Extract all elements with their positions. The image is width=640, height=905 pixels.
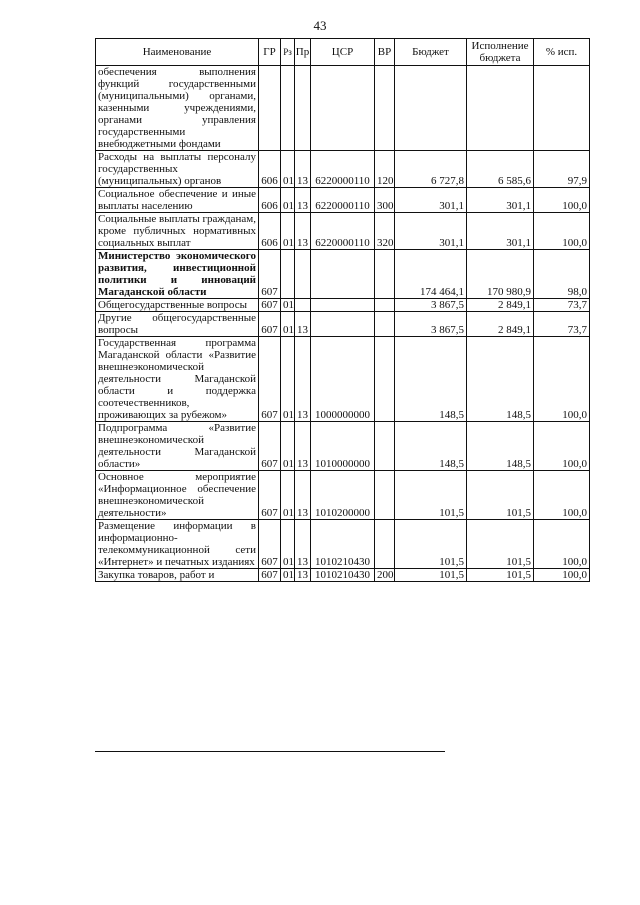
cell-name: Подпрограмма «Развитие внешнеэкономической деятельности Магаданской области» <box>96 422 259 471</box>
cell-gr <box>259 66 281 151</box>
cell-execution: 6 585,6 <box>467 151 534 188</box>
cell-vr <box>375 299 395 312</box>
cell-percent: 73,7 <box>534 299 590 312</box>
col-header-vr: ВР <box>375 39 395 66</box>
cell-gr: 607 <box>259 312 281 337</box>
cell-budget: 301,1 <box>395 213 467 250</box>
col-header-gr: ГР <box>259 39 281 66</box>
cell-pr: 13 <box>295 569 311 582</box>
cell-csr: 6220000110 <box>311 213 375 250</box>
cell-rz <box>281 66 295 151</box>
cell-percent: 100,0 <box>534 188 590 213</box>
cell-gr: 607 <box>259 422 281 471</box>
cell-rz: 01 <box>281 312 295 337</box>
table-row <box>96 151 590 188</box>
footer-line <box>95 751 445 752</box>
cell-csr: 6220000110 <box>311 188 375 213</box>
cell-percent: 98,0 <box>534 250 590 299</box>
cell-name: Министерство экономического развития, инвестиционной политики и инноваций Магаданской области <box>96 250 259 299</box>
header-row <box>96 39 590 66</box>
table-row <box>96 422 590 471</box>
cell-gr: 607 <box>259 471 281 520</box>
cell-gr: 607 <box>259 337 281 422</box>
cell-vr <box>375 422 395 471</box>
col-header-execution: Исполнение бюджета <box>467 39 534 66</box>
cell-pr: 13 <box>295 151 311 188</box>
cell-gr: 606 <box>259 213 281 250</box>
cell-pr: 13 <box>295 520 311 569</box>
table-row <box>96 312 590 337</box>
cell-rz: 01 <box>281 471 295 520</box>
cell-csr: 1010000000 <box>311 422 375 471</box>
col-header-budget: Бюджет <box>395 39 467 66</box>
cell-budget: 101,5 <box>395 471 467 520</box>
cell-rz: 01 <box>281 422 295 471</box>
cell-gr: 606 <box>259 188 281 213</box>
table-row <box>96 299 590 312</box>
cell-pr: 13 <box>295 471 311 520</box>
cell-execution: 301,1 <box>467 188 534 213</box>
cell-execution: 101,5 <box>467 569 534 582</box>
table-row <box>96 250 590 299</box>
table-row <box>96 188 590 213</box>
cell-pr: 13 <box>295 337 311 422</box>
cell-rz: 01 <box>281 299 295 312</box>
cell-pr: 13 <box>295 213 311 250</box>
cell-rz: 01 <box>281 213 295 250</box>
cell-csr: 1010210430 <box>311 520 375 569</box>
cell-vr: 320 <box>375 213 395 250</box>
cell-vr: 200 <box>375 569 395 582</box>
col-header-pr: Пр <box>295 39 311 66</box>
cell-rz: 01 <box>281 569 295 582</box>
cell-gr: 607 <box>259 520 281 569</box>
cell-pr: 13 <box>295 312 311 337</box>
cell-vr <box>375 471 395 520</box>
cell-csr: 6220000110 <box>311 151 375 188</box>
cell-percent: 100,0 <box>534 422 590 471</box>
cell-rz: 01 <box>281 337 295 422</box>
cell-execution: 148,5 <box>467 422 534 471</box>
cell-csr: 1010210430 <box>311 569 375 582</box>
table-row <box>96 213 590 250</box>
cell-name: обеспечения выполнения функций государственными (муниципальными) органами, казенными учреждениями, органами управления государственными внебюджетными фондами <box>96 66 259 151</box>
cell-execution <box>467 66 534 151</box>
cell-vr: 300 <box>375 188 395 213</box>
cell-pr: 13 <box>295 188 311 213</box>
cell-percent: 97,9 <box>534 151 590 188</box>
cell-name: Размещение информации в информационно-телекоммуникационной сети «Интернет» и печатных изданиях <box>96 520 259 569</box>
cell-csr <box>311 299 375 312</box>
cell-vr: 120 <box>375 151 395 188</box>
cell-percent: 73,7 <box>534 312 590 337</box>
cell-budget: 3 867,5 <box>395 312 467 337</box>
cell-percent: 100,0 <box>534 337 590 422</box>
cell-execution: 170 980,9 <box>467 250 534 299</box>
table-row <box>96 471 590 520</box>
cell-rz: 01 <box>281 188 295 213</box>
cell-budget: 174 464,1 <box>395 250 467 299</box>
cell-rz: 01 <box>281 151 295 188</box>
cell-execution: 101,5 <box>467 471 534 520</box>
cell-execution: 301,1 <box>467 213 534 250</box>
cell-pr <box>295 250 311 299</box>
cell-budget: 148,5 <box>395 337 467 422</box>
cell-vr <box>375 520 395 569</box>
cell-execution: 2 849,1 <box>467 299 534 312</box>
cell-percent <box>534 66 590 151</box>
cell-csr: 1000000000 <box>311 337 375 422</box>
cell-budget: 3 867,5 <box>395 299 467 312</box>
table-row <box>96 569 590 582</box>
table-row <box>96 337 590 422</box>
cell-gr: 607 <box>259 569 281 582</box>
budget-table <box>95 38 590 582</box>
col-header-rz: Рз <box>281 39 295 66</box>
cell-csr <box>311 250 375 299</box>
cell-budget: 148,5 <box>395 422 467 471</box>
table-row <box>96 66 590 151</box>
cell-gr: 607 <box>259 250 281 299</box>
cell-percent: 100,0 <box>534 569 590 582</box>
cell-name: Расходы на выплаты персоналу государственных (муниципальных) органов <box>96 151 259 188</box>
page-number: 43 <box>313 18 327 33</box>
cell-csr: 1010200000 <box>311 471 375 520</box>
cell-budget: 6 727,8 <box>395 151 467 188</box>
cell-vr <box>375 337 395 422</box>
cell-pr: 13 <box>295 422 311 471</box>
cell-csr <box>311 312 375 337</box>
table-row <box>96 520 590 569</box>
cell-csr <box>311 66 375 151</box>
cell-rz <box>281 250 295 299</box>
cell-gr: 606 <box>259 151 281 188</box>
cell-vr <box>375 312 395 337</box>
cell-name: Социальные выплаты гражданам, кроме публичных нормативных социальных выплат <box>96 213 259 250</box>
cell-execution: 148,5 <box>467 337 534 422</box>
cell-execution: 101,5 <box>467 520 534 569</box>
cell-name: Общегосударственные вопросы <box>96 299 259 312</box>
cell-name: Социальное обеспечение и иные выплаты населению <box>96 188 259 213</box>
cell-gr: 607 <box>259 299 281 312</box>
cell-name: Другие общегосударственные вопросы <box>96 312 259 337</box>
col-header-csr: ЦСР <box>311 39 375 66</box>
cell-rz: 01 <box>281 520 295 569</box>
cell-vr <box>375 66 395 151</box>
cell-percent: 100,0 <box>534 520 590 569</box>
cell-percent: 100,0 <box>534 471 590 520</box>
cell-name: Государственная программа Магаданской области «Развитие внешнеэкономической деятельности Магаданской области и поддержка соотечественников, проживающих за рубежом» <box>96 337 259 422</box>
cell-name: Закупка товаров, работ и <box>96 569 259 582</box>
cell-vr <box>375 250 395 299</box>
cell-name: Основное мероприятие «Информационное обеспечение внешнеэкономической деятельности» <box>96 471 259 520</box>
col-header-name: Наименование <box>96 39 259 66</box>
cell-budget: 101,5 <box>395 520 467 569</box>
cell-budget: 301,1 <box>395 188 467 213</box>
cell-pr <box>295 299 311 312</box>
cell-budget <box>395 66 467 151</box>
col-header-percent: % исп. <box>534 39 590 66</box>
cell-budget: 101,5 <box>395 569 467 582</box>
cell-pr <box>295 66 311 151</box>
cell-execution: 2 849,1 <box>467 312 534 337</box>
cell-percent: 100,0 <box>534 213 590 250</box>
